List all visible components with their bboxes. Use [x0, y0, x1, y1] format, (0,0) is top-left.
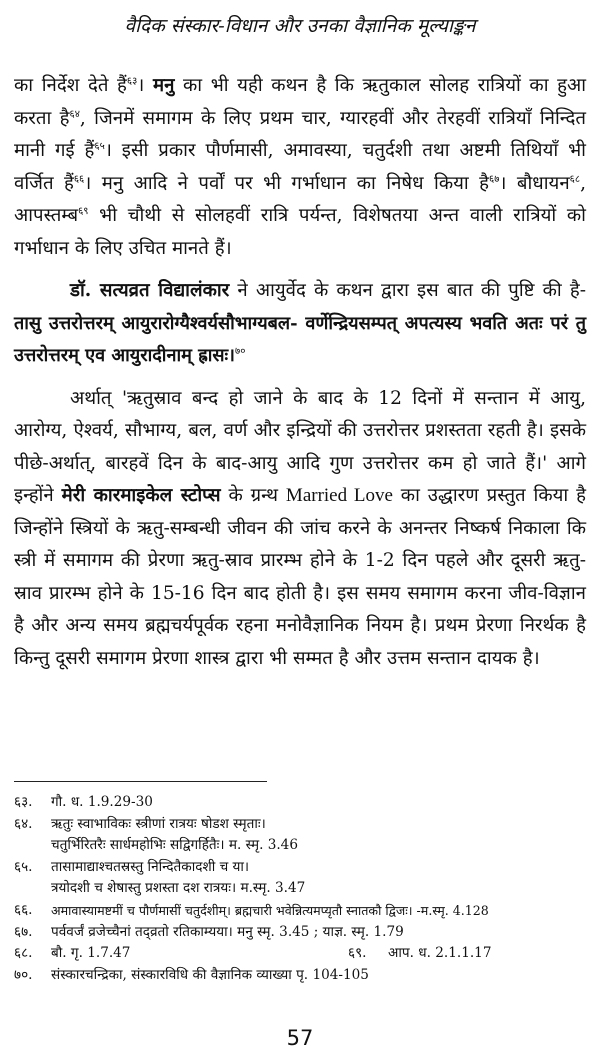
- footnote-64-cont: चतुर्भिरितरैः सार्धमहोभिः सद्विगर्हितैः। म. स्मृ. 3.46: [51, 837, 298, 854]
- paragraph-2: [14, 275, 586, 373]
- footnote-69: [348, 943, 491, 965]
- text-run: अर्थात् 'ऋतुस्राव बन्द हो जाने के बाद के 12 दिनों में सन्तान में आयु, आरोग्य, ऐश्वर्य, सौभाग्य, बल, वर्ण और इन्द्रियों की उत्तरोत्तर प्रशस्तता रहती है। इसके पीछे-अर्थात्, बारहवें दिन के बाद-आयु आदि गुण उत्तरोत्तर कम हो जाते हैं।' आगे इन्होंने: [14, 387, 586, 506]
- footnote-text: गौ. ध. 1.9.29-30: [51, 794, 153, 810]
- footnote-text: पर्ववर्जं व्रजेच्चैनां तद्व्रतो रतिकाम्यया। मनु स्मृ. 3.45 ; याज्ञ. स्मृ. 1.79: [51, 923, 404, 940]
- text-run: ने आयुर्वेद के कथन द्वारा इस बात की पुष्टि की है-: [229, 280, 586, 301]
- footnote-text: संस्कारचन्द्रिका, संस्कारविधि की वैज्ञानिक व्याख्या पृ. 104-105: [51, 966, 369, 983]
- footnote-number: ६७.: [14, 923, 33, 940]
- footnotes: [14, 792, 586, 986]
- footnote-63: [14, 792, 586, 814]
- author-name: डॉ. सत्यव्रत विद्यालंकार: [70, 280, 230, 301]
- footnote-65: [14, 857, 586, 879]
- footnote-ref-69[interactable]: ६९: [78, 206, 89, 217]
- footnote-ref-64[interactable]: ६४: [69, 108, 80, 120]
- footnote-divider: [14, 781, 267, 782]
- footnote-ref-65[interactable]: ६५: [94, 141, 105, 152]
- paragraph-3: [14, 383, 586, 676]
- running-header: वैदिक संस्कार-विधान और उनका वैज्ञानिक मूल्याङ्कन: [124, 15, 476, 37]
- footnote-66: [14, 900, 586, 922]
- book-title: Married Love: [285, 485, 393, 506]
- footnote-67: [14, 922, 586, 944]
- text-run: । मनु आदि ने पर्वों पर भी गर्भाधान का निषेध किया है: [84, 172, 489, 194]
- footnote-68-69: [14, 943, 586, 965]
- text-run: का उद्धारण प्रस्तुत किया है जिन्होंने स्त्रियों के ऋतु-सम्बन्धी जीवन की जांच करने के अनन्तर निष्कर्ष निकाला कि स्त्री में समागम की प्रेरणा ऋतु-स्राव प्रारम्भ होने के 1-2 दिन पहले और दूसरी ऋतु-स्राव प्रारम्भ होने के 15-16 दिन बाद होती है। इस समय समागम करना जीव-विज्ञान है और अन्य समय ब्रह्मचर्यपूर्वक रहना मनोवैज्ञानिक नियम है। प्रथम प्रेरणा निरर्थक है किन्तु दूसरी समागम प्रेरणा शास्त्र द्वारा भी सम्मत है और उत्तम सन्तान दायक है।: [14, 485, 587, 669]
- footnote-number: ६४.: [14, 815, 33, 832]
- footnote-64: [14, 814, 586, 836]
- sanskrit-quote: तासु उत्तरोत्तरम् आयुरारोग्यैश्वर्यसौभाग्यबल- वर्णेन्द्रियसम्पत् अपत्यस्य भवति अतः परं तु उत्तरोत्तरम् एव आयुरादीनाम् ह्रासः।: [14, 312, 586, 366]
- footnote-65-cont: त्रयोदशी च शेषास्तु प्रशस्ता दश रात्रयः। म.स्मृ. 3.47: [51, 880, 306, 897]
- text-run: का निर्देश देते हैं: [14, 75, 127, 96]
- footnote-ref-68[interactable]: ६८: [569, 173, 581, 185]
- footnote-ref-63[interactable]: ६३: [126, 76, 138, 87]
- footnote-text: अमावास्यामष्टमीं च पौर्णमासीं चतुर्दशीम्। ब्रह्मचारी भवेन्नित्यमप्यृतौ स्नातकौ द्विजः। -म.स्मृ. 4.128: [51, 902, 489, 918]
- main-text: [14, 70, 586, 685]
- footnote-number: ६५.: [14, 858, 33, 875]
- text-run: । इसी प्रकार पौर्णमासी, अमावस्या, चतुर्दशी तथा अष्टमी तिथियाँ भी वर्जित हैं: [14, 140, 586, 194]
- footnote-text: आप. ध. 2.1.1.17: [388, 945, 492, 962]
- footnote-ref-67[interactable]: ६७: [489, 173, 500, 185]
- footnote-number: ६८.: [14, 945, 33, 962]
- footnote-text: तासामाद्याश्चतस्रस्तु निन्दितैकादशी च या।: [51, 858, 250, 875]
- text-run: भी चौथी से सोलहवीं रात्रि पर्यन्त, विशेषतया अन्त वाली रात्रियों को गर्भाधान के लिए उचित मानते हैं।: [14, 205, 586, 259]
- footnote-68: [14, 943, 348, 965]
- footnote-ref-66[interactable]: ६६: [73, 173, 85, 185]
- footnote-number: ६९.: [348, 945, 367, 962]
- manu-name: मनु: [152, 75, 175, 96]
- text-run: , आपस्तम्ब: [14, 172, 586, 226]
- text-run: । बौधायन: [499, 172, 570, 194]
- stopes-name: मेरी कारमाइकेल स्टोप्स: [61, 485, 221, 506]
- text-run: ।: [137, 75, 153, 96]
- footnote-text: ऋतुः स्वाभाविकः स्त्रीणां रात्रयः षोडश स्मृताः।: [51, 815, 266, 832]
- footnote-number: ६६.: [14, 901, 33, 918]
- footnote-ref-70[interactable]: ७०: [235, 346, 246, 357]
- text-run: का भी यही कथन है कि ऋतुकाल सोलह रात्रियों का हुआ करता है: [14, 75, 586, 129]
- text-run: , जिनमें समागम के लिए प्रथम चार, ग्यारहवीं और तेरहवीं रात्रियाँ निन्दित मानी गई हैं: [14, 107, 586, 161]
- footnote-number: ७०.: [14, 966, 33, 983]
- footnote-text: बौ. गृ. 1.7.47: [51, 945, 131, 962]
- footnote-70: [14, 965, 586, 987]
- page-number: 57: [286, 1026, 314, 1050]
- text-run: के ग्रन्थ: [220, 485, 286, 506]
- paragraph-1: [14, 70, 586, 265]
- footnote-number: ६३.: [14, 794, 33, 810]
